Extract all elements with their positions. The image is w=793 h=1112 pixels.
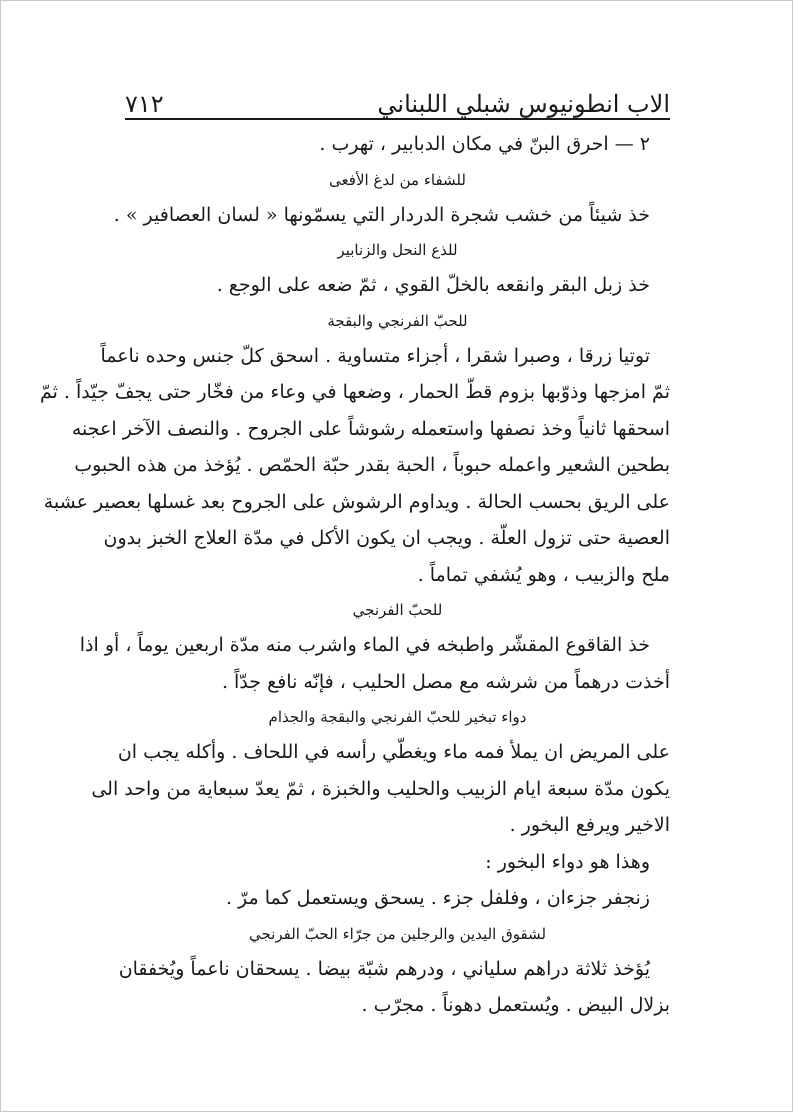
section-heading: للذع النحل والزنابير: [337, 241, 458, 259]
running-head: الاب انطونيوس شبلي اللبناني: [377, 90, 670, 118]
text-line: بزلال البيض . ويُستعمل دهوناً . مجرّب .: [361, 994, 670, 1016]
book-page: [39, 70, 670, 1024]
section-heading: للشفاء من لدغ الأفعى: [329, 170, 466, 189]
text-line: خذ زبل البقر وانقعه بالخلّ القوي ، ثمّ ضعه على الوجع .: [216, 274, 650, 296]
text-line: ثمّ امزجها وذوّبها بزوم قطّ الحمار ، وضعها في وعاء من فخّار حتى يجفّ جيّداً . ثمّ: [39, 381, 670, 403]
text-line: ملح والزبيب ، وهو يُشفي تماماً .: [417, 563, 670, 586]
section-heading: لشقوق اليدين والرجلين من جرّاء الحبّ الفرنجي: [248, 924, 547, 943]
text-line: توتيا زرقا ، وصبرا شقرا ، أجزاء متساوية . اسحق كلّ جنس وحده ناعماً: [100, 344, 650, 367]
text-line: أخذت درهماً من شرشه مع مصل الحليب ، فإنّه نافع جدّاً .: [221, 670, 670, 693]
page-header: [125, 70, 670, 120]
text-line: يُؤخذ ثلاثة دراهم سلياني ، ودرهم شبّة بيضا . يسحقان ناعماً ويُخفقان: [118, 957, 650, 980]
text-line: الاخير ويرفع البخور .: [509, 814, 670, 836]
section-heading: للحبّ الفرنجي: [352, 601, 443, 619]
text-line: ٢ — احرق البنّ في مكان الدبابير ، تهرب .: [319, 133, 650, 155]
text-line: خذ القاقوع المقشّر واطبخه في الماء واشرب منه مدّة اربعين يوماً ، أو اذا: [79, 634, 650, 656]
text-line: زنجفر جزءان ، وفلفل جزء . يسحق ويستعمل كما مرّ .: [225, 887, 650, 909]
text-line: خذ شيئاً من خشب شجرة الدردار التي يسمّونها « لسان العصافير » .: [113, 203, 650, 226]
section-heading: للحبّ الفرنجي والبقجة: [327, 311, 468, 330]
text-line: العصية حتى تزول العلّة . ويجب ان يكون الأكل في مدّة العلاج الخبز بدون: [103, 527, 670, 549]
section-heading: دواء تبخير للحبّ الفرنجي والبقجة والجذام: [268, 708, 527, 726]
text-line: اسحقها ثانياً وخذ نصفها واستعمله رشوشاً على الجروح . والنصف الآخر اعجنه: [71, 417, 670, 440]
text-line: بطحين الشعير واعمله حبوباً ، الحبة بقدر حبّة الحمّص . يُؤخذ من هذه الحبوب: [74, 454, 670, 476]
text-line: على الريق بحسب الحالة . ويداوم الرشوش على الجروح بعد غسلها بعصير عشبة: [43, 490, 670, 513]
text-line: وهذا هو دواء البخور :: [485, 850, 650, 873]
text-line: على المريض ان يملأ فمه ماء ويغطّي رأسه في اللحاف . وأكله يجب ان: [117, 741, 670, 763]
text-line: يكون مدّة سبعة ايام الزبيب والحليب والخبزة ، ثمّ يعدّ سبعاية من واحد الى: [91, 777, 670, 800]
page-number: ٧١٢: [125, 90, 164, 118]
